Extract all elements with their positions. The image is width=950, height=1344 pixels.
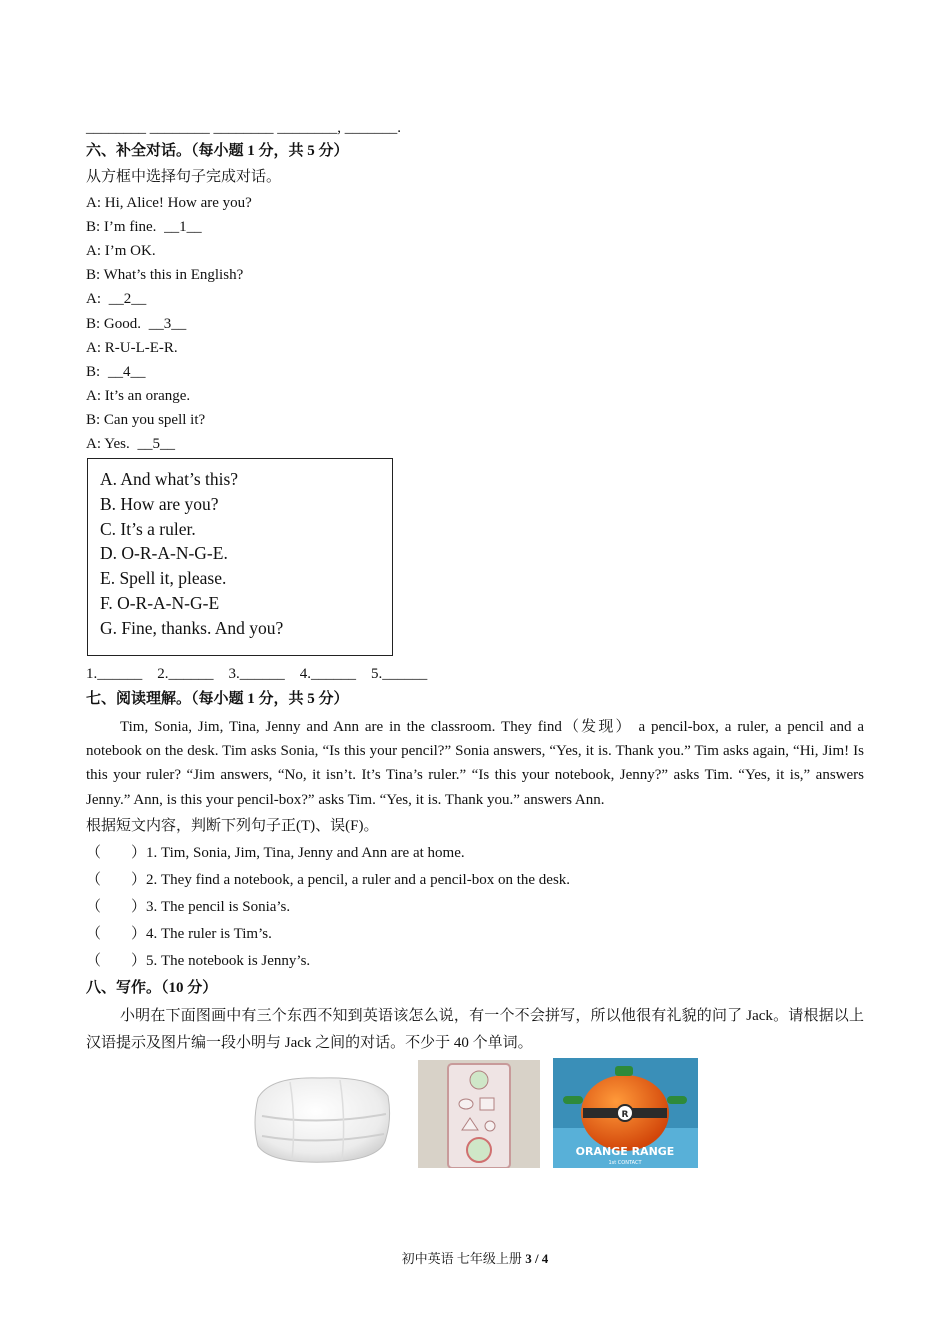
dialog-line: [86, 362, 145, 382]
option-c: C. It’s a ruler.: [100, 519, 196, 539]
option-d: D. O-R-A-N-G-E.: [100, 543, 228, 563]
dialog-blank: __5__: [137, 436, 176, 452]
dialog-text: B: What’s this in English?: [86, 267, 244, 284]
statement-2: （ ）2. They find a notebook, a pencil, a ruler and a pencil-box on the desk.: [86, 872, 571, 888]
dialog-text: A: R-U-L-E-R.: [86, 339, 178, 356]
dialog-text: B:: [86, 363, 104, 380]
dialog-text: B: Can you spell it?: [86, 411, 206, 428]
option-a: A. And what’s this?: [100, 469, 239, 489]
quilt-image: [250, 1068, 394, 1168]
orange-subcaption: 1st CONTACT: [608, 1160, 642, 1166]
dialog-blank: __4__: [107, 363, 146, 380]
dialog-line: [86, 386, 190, 406]
dialog-line: [86, 289, 146, 309]
answer-line: 1.______ 2.______ 3.______ 4.______ 5.______: [86, 666, 428, 682]
top-answer-blanks: ________ ________ ________ ________, _______.: [86, 120, 401, 136]
statement-1: （ ）1. Tim, Sonia, Jim, Tina, Jenny and Ann are at home.: [86, 845, 465, 861]
ruler-image: [418, 1060, 540, 1168]
dialog-text: B: Good.: [86, 315, 145, 332]
section7-title: 七、阅读理解。（每小题 1 分，共 5 分）: [86, 691, 349, 707]
section6-title: 六、补全对话。（每小题 1 分，共 5 分）: [86, 143, 349, 159]
dialog-line: [86, 241, 156, 261]
section6-instruction: 从方框中选择句子完成对话。: [86, 169, 282, 185]
statement-3: （ ）3. The pencil is Sonia’s.: [86, 899, 291, 915]
dialog-line: [86, 410, 205, 430]
footer-text: 初中英语 七年级上册: [401, 1251, 526, 1266]
page-number: 3 / 4: [525, 1251, 549, 1266]
option-e: E. Spell it, please.: [100, 568, 227, 588]
dialog-line: [86, 265, 243, 285]
reading-passage: Tim, Sonia, Jim, Tina, Jenny and Ann are in the classroom. They find（发现） a pencil-box, a ruler, a pencil and a notebook on the desk. Tim asks Sonia, “Is this your pencil?” Sonia answers, “Yes, it is. Thank you.” Tim asks again, “Hi, Jim! Is this your ruler? “Jim answers, “No, it isn’t. It’s Tina’s ruler.” “Is this your notebook, Jenny?” asks Tim. “Yes, it is,” answers Jenny.” Ann, is this your pencil-box?” asks Tim. “Yes, it is. Thank you.” answers Ann.: [86, 719, 864, 808]
dialog-blank: __3__: [148, 315, 187, 332]
option-f: F. O-R-A-N-G-E: [100, 593, 220, 613]
option-b: B. How are you?: [100, 494, 219, 514]
writing-prompt: 小明在下面图画中有三个东西不知到英语该怎么说，有一个不会拼写，所以他很有礼貌的问了 Jack。请根据以上汉语提示及图片编一段小明与 Jack 之间的对话。不少于 40 个单词。: [86, 1008, 864, 1051]
dialog-blank: __2__: [108, 291, 147, 308]
statement-4: （ ）4. The ruler is Tim’s.: [86, 926, 272, 942]
dialog-text: A:: [86, 291, 105, 308]
dialog-line: [86, 217, 202, 237]
dialog-line: [86, 338, 178, 358]
dialog-text: A: It’s an orange.: [86, 387, 191, 404]
section7-instruction: 根据短文内容，判断下列句子正(T)、误(F)。: [86, 818, 379, 834]
statement-5: （ ）5. The notebook is Jenny’s.: [86, 953, 311, 969]
dialog-text: A: I’m OK.: [86, 243, 156, 260]
dialog-line: [86, 193, 252, 213]
section8-title: 八、写作。（10 分）: [86, 980, 218, 996]
orange-image: [553, 1058, 698, 1168]
dialog-text: B: I’m fine.: [86, 219, 161, 236]
svg-text:R: R: [621, 1110, 629, 1120]
option-g: G. Fine, thanks. And you?: [100, 618, 284, 638]
dialog-line: [86, 434, 175, 454]
dialog-text: A: Hi, Alice! How are you?: [86, 195, 252, 211]
dialog-blank: __1__: [164, 219, 202, 236]
orange-caption: ORANGE RANGE: [575, 1145, 675, 1158]
dialog-text: A: Yes.: [86, 436, 134, 452]
page-footer: [0, 1248, 950, 1267]
options-box: [87, 458, 393, 656]
dialog-line: [86, 314, 186, 334]
